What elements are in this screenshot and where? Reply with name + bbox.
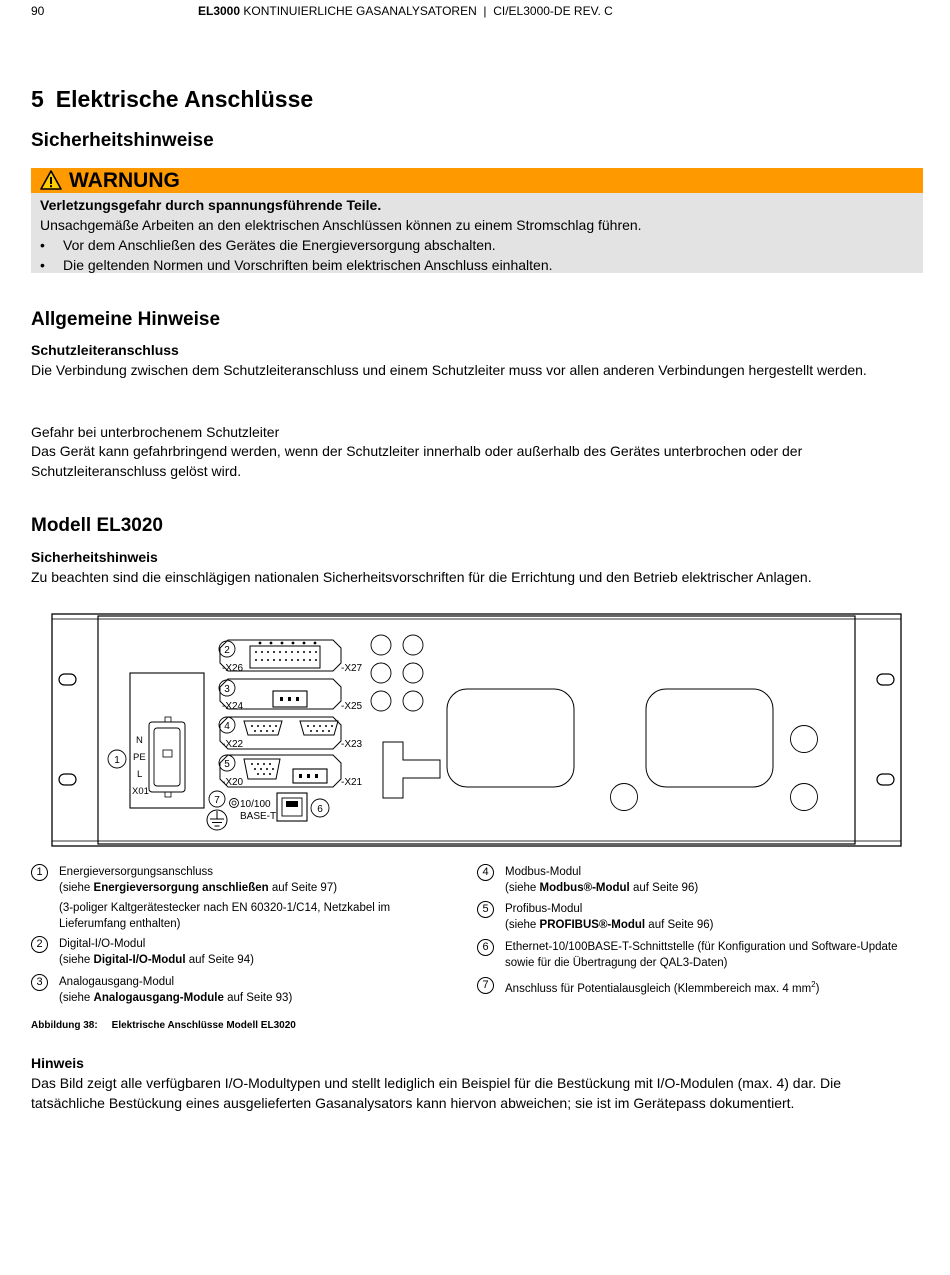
warning-bullet-text: Vor dem Anschließen des Gerätes die Energieversorgung abschalten. <box>63 237 496 253</box>
document-title <box>198 4 613 18</box>
interrupted-conductor-text: Das Gerät kann gefahrbringend werden, wenn der Schutzleiter innerhalb oder außerhalb des Gerätes unterbrochen oder der Schutzleiteranschluss gelöst wird. <box>31 443 803 479</box>
hole <box>791 784 818 811</box>
safety-heading: Sicherheitshinweise <box>31 130 214 151</box>
label-l: L <box>137 769 143 780</box>
legend-text <box>505 901 905 933</box>
label-x27: -X27 <box>341 663 363 674</box>
legend-note: (3-poliger Kaltgerätestecker nach EN 60320-1/C14, Netzkabel im Lieferumfang enthalten) <box>59 902 391 930</box>
callout-2-number: 2 <box>224 645 230 656</box>
label-x26: -X26 <box>222 663 244 674</box>
label-x23: -X23 <box>341 739 363 750</box>
legend-callout: 4 <box>477 864 494 881</box>
document-title-product: EL3000 <box>198 4 241 18</box>
chapter-title-text: Elektrische Anschlüsse <box>55 86 314 112</box>
mounting-slot <box>877 774 894 785</box>
protective-conductor-text: Die Verbindung zwischen dem Schutzleiteranschluss und einem Schutzleiter muss vor allen anderen Verbindungen hergestellt werden. <box>31 362 867 378</box>
legend-text: Ethernet-10/100BASE-T-Schnittstelle (für Konfiguration und Software-Update sowie für die Übertragung der QAL3-Daten) <box>505 941 898 969</box>
document-title-rest: KONTINUIERLICHE GASANALYSATOREN | CI/EL3000-DE REV. C <box>240 4 613 18</box>
figure-caption <box>31 1020 296 1031</box>
bullet-marker: • <box>40 257 45 273</box>
warning-text: Unsachgemäße Arbeiten an den elektrischen Anschlüssen können zu einem Stromschlag führen. <box>40 217 642 233</box>
cutout-left <box>447 689 574 787</box>
model-safety-subheading: Sicherheitshinweis <box>31 549 158 565</box>
ground-symbol-icon <box>207 810 227 830</box>
callout-6-number: 6 <box>317 804 323 815</box>
callout-1-number: 1 <box>114 755 120 766</box>
label-n: N <box>136 735 143 746</box>
mounting-holes <box>371 635 423 711</box>
connector-x23 <box>300 721 338 735</box>
protective-conductor-subheading: Schutzleiteranschluss <box>31 342 179 358</box>
page-number: 90 <box>31 4 45 18</box>
caption-text: Elektrische Anschlüsse Modell EL3020 <box>111 1020 296 1031</box>
label-x21: -X21 <box>341 777 363 788</box>
caption-label: Abbildung 38: <box>31 1020 98 1031</box>
model-safety-text: Zu beachten sind die einschlägigen nationalen Sicherheitsvorschriften für die Errichtung und den Betrieb elektrischer Anlagen. <box>31 569 812 585</box>
callout-7-number: 7 <box>214 795 220 806</box>
label-eth-speed: 10/100 <box>240 799 271 810</box>
warning-triangle-icon <box>40 170 62 190</box>
connector-x22 <box>244 721 282 735</box>
model-heading: Modell EL3020 <box>31 515 163 536</box>
warning-bullet-text: Die geltenden Normen und Vorschriften beim elektrischen Anschluss einhalten. <box>63 257 553 273</box>
legend-callout: 5 <box>477 901 494 918</box>
legend-title: Modbus-Modul <box>505 866 582 878</box>
chapter-title <box>31 86 313 113</box>
legend-callout: 2 <box>31 936 48 953</box>
warning-headline: Verletzungsgefahr durch spannungsführende Teile. <box>40 197 382 213</box>
callout-4-number: 4 <box>224 721 230 732</box>
panel-frame <box>52 614 901 846</box>
legend-ref: (siehe Energieversorgung anschließen auf Seite 97) <box>59 882 338 894</box>
legend-callout: 1 <box>31 864 48 881</box>
general-heading: Allgemeine Hinweise <box>31 309 221 330</box>
label-x20: -X20 <box>222 777 244 788</box>
note-text: Das Bild zeigt alle verfügbaren I/O-Modultypen und stellt lediglich ein Beispiel für die Bestückung mit I/O-Modulen (max. 4) dar. Die tatsächliche Bestückung eines ausgelieferten Gasanalysators kann hiervon abweichen; sie ist im Gerätepass dokumentiert. <box>31 1075 842 1111</box>
rear-panel-diagram <box>50 612 905 852</box>
cutout-right <box>646 689 773 787</box>
bullet-marker: • <box>40 237 45 253</box>
bracket <box>383 742 440 798</box>
legend-ref: (siehe Analogausgang-Module auf Seite 93) <box>59 992 293 1004</box>
label-eth-type: BASE-T <box>240 811 277 822</box>
legend-text <box>59 974 459 1006</box>
legend-callout: 7 <box>477 977 494 994</box>
label-pe: PE <box>133 752 146 763</box>
legend-callout: 6 <box>477 939 494 956</box>
legend-text: Anschluss für Potentialausgleich (Klemmbereich max. 4 $mm^2$) <box>505 980 820 995</box>
legend-text <box>505 864 905 896</box>
legend-title: Profibus-Modul <box>505 903 583 915</box>
legend-text <box>59 864 459 932</box>
label-x24: -X24 <box>222 701 244 712</box>
legend-callout: 3 <box>31 974 48 991</box>
ground-screw <box>230 799 239 808</box>
legend-ref: (siehe PROFIBUS®-Modul auf Seite 96) <box>505 919 714 931</box>
warning-label: WARNUNG <box>69 169 180 192</box>
legend-title: Digital-I/O-Modul <box>59 938 146 950</box>
mounting-slot <box>59 674 76 685</box>
panel-inner <box>98 616 855 844</box>
legend-ref: (siehe Digital-I/O-Modul auf Seite 94) <box>59 954 254 966</box>
legend-title: Analogausgang-Modul <box>59 976 175 988</box>
hole <box>611 784 638 811</box>
mounting-slot <box>877 674 894 685</box>
label-x22: -X22 <box>222 739 244 750</box>
legend-title: Energieversorgungsanschluss <box>59 866 214 878</box>
chapter-number: 5 <box>31 86 44 112</box>
hole <box>791 726 818 753</box>
warning-bullet-2 <box>40 255 553 275</box>
warning-bullet-1 <box>40 235 496 255</box>
legend-text <box>59 936 459 968</box>
connector-x27 <box>250 646 320 668</box>
callout-3-number: 3 <box>224 684 230 695</box>
legend-ref: (siehe Modbus®-Modul auf Seite 96) <box>505 882 699 894</box>
label-x01: X01 <box>132 786 149 797</box>
interrupted-conductor-subheading: Gefahr bei unterbrochenem Schutzleiter <box>31 424 280 440</box>
callout-5-number: 5 <box>224 759 230 770</box>
warning-bar <box>31 168 923 193</box>
label-x25: -X25 <box>341 701 363 712</box>
warning-box <box>31 168 923 273</box>
mounting-slot <box>59 774 76 785</box>
note-heading: Hinweis <box>31 1055 84 1071</box>
